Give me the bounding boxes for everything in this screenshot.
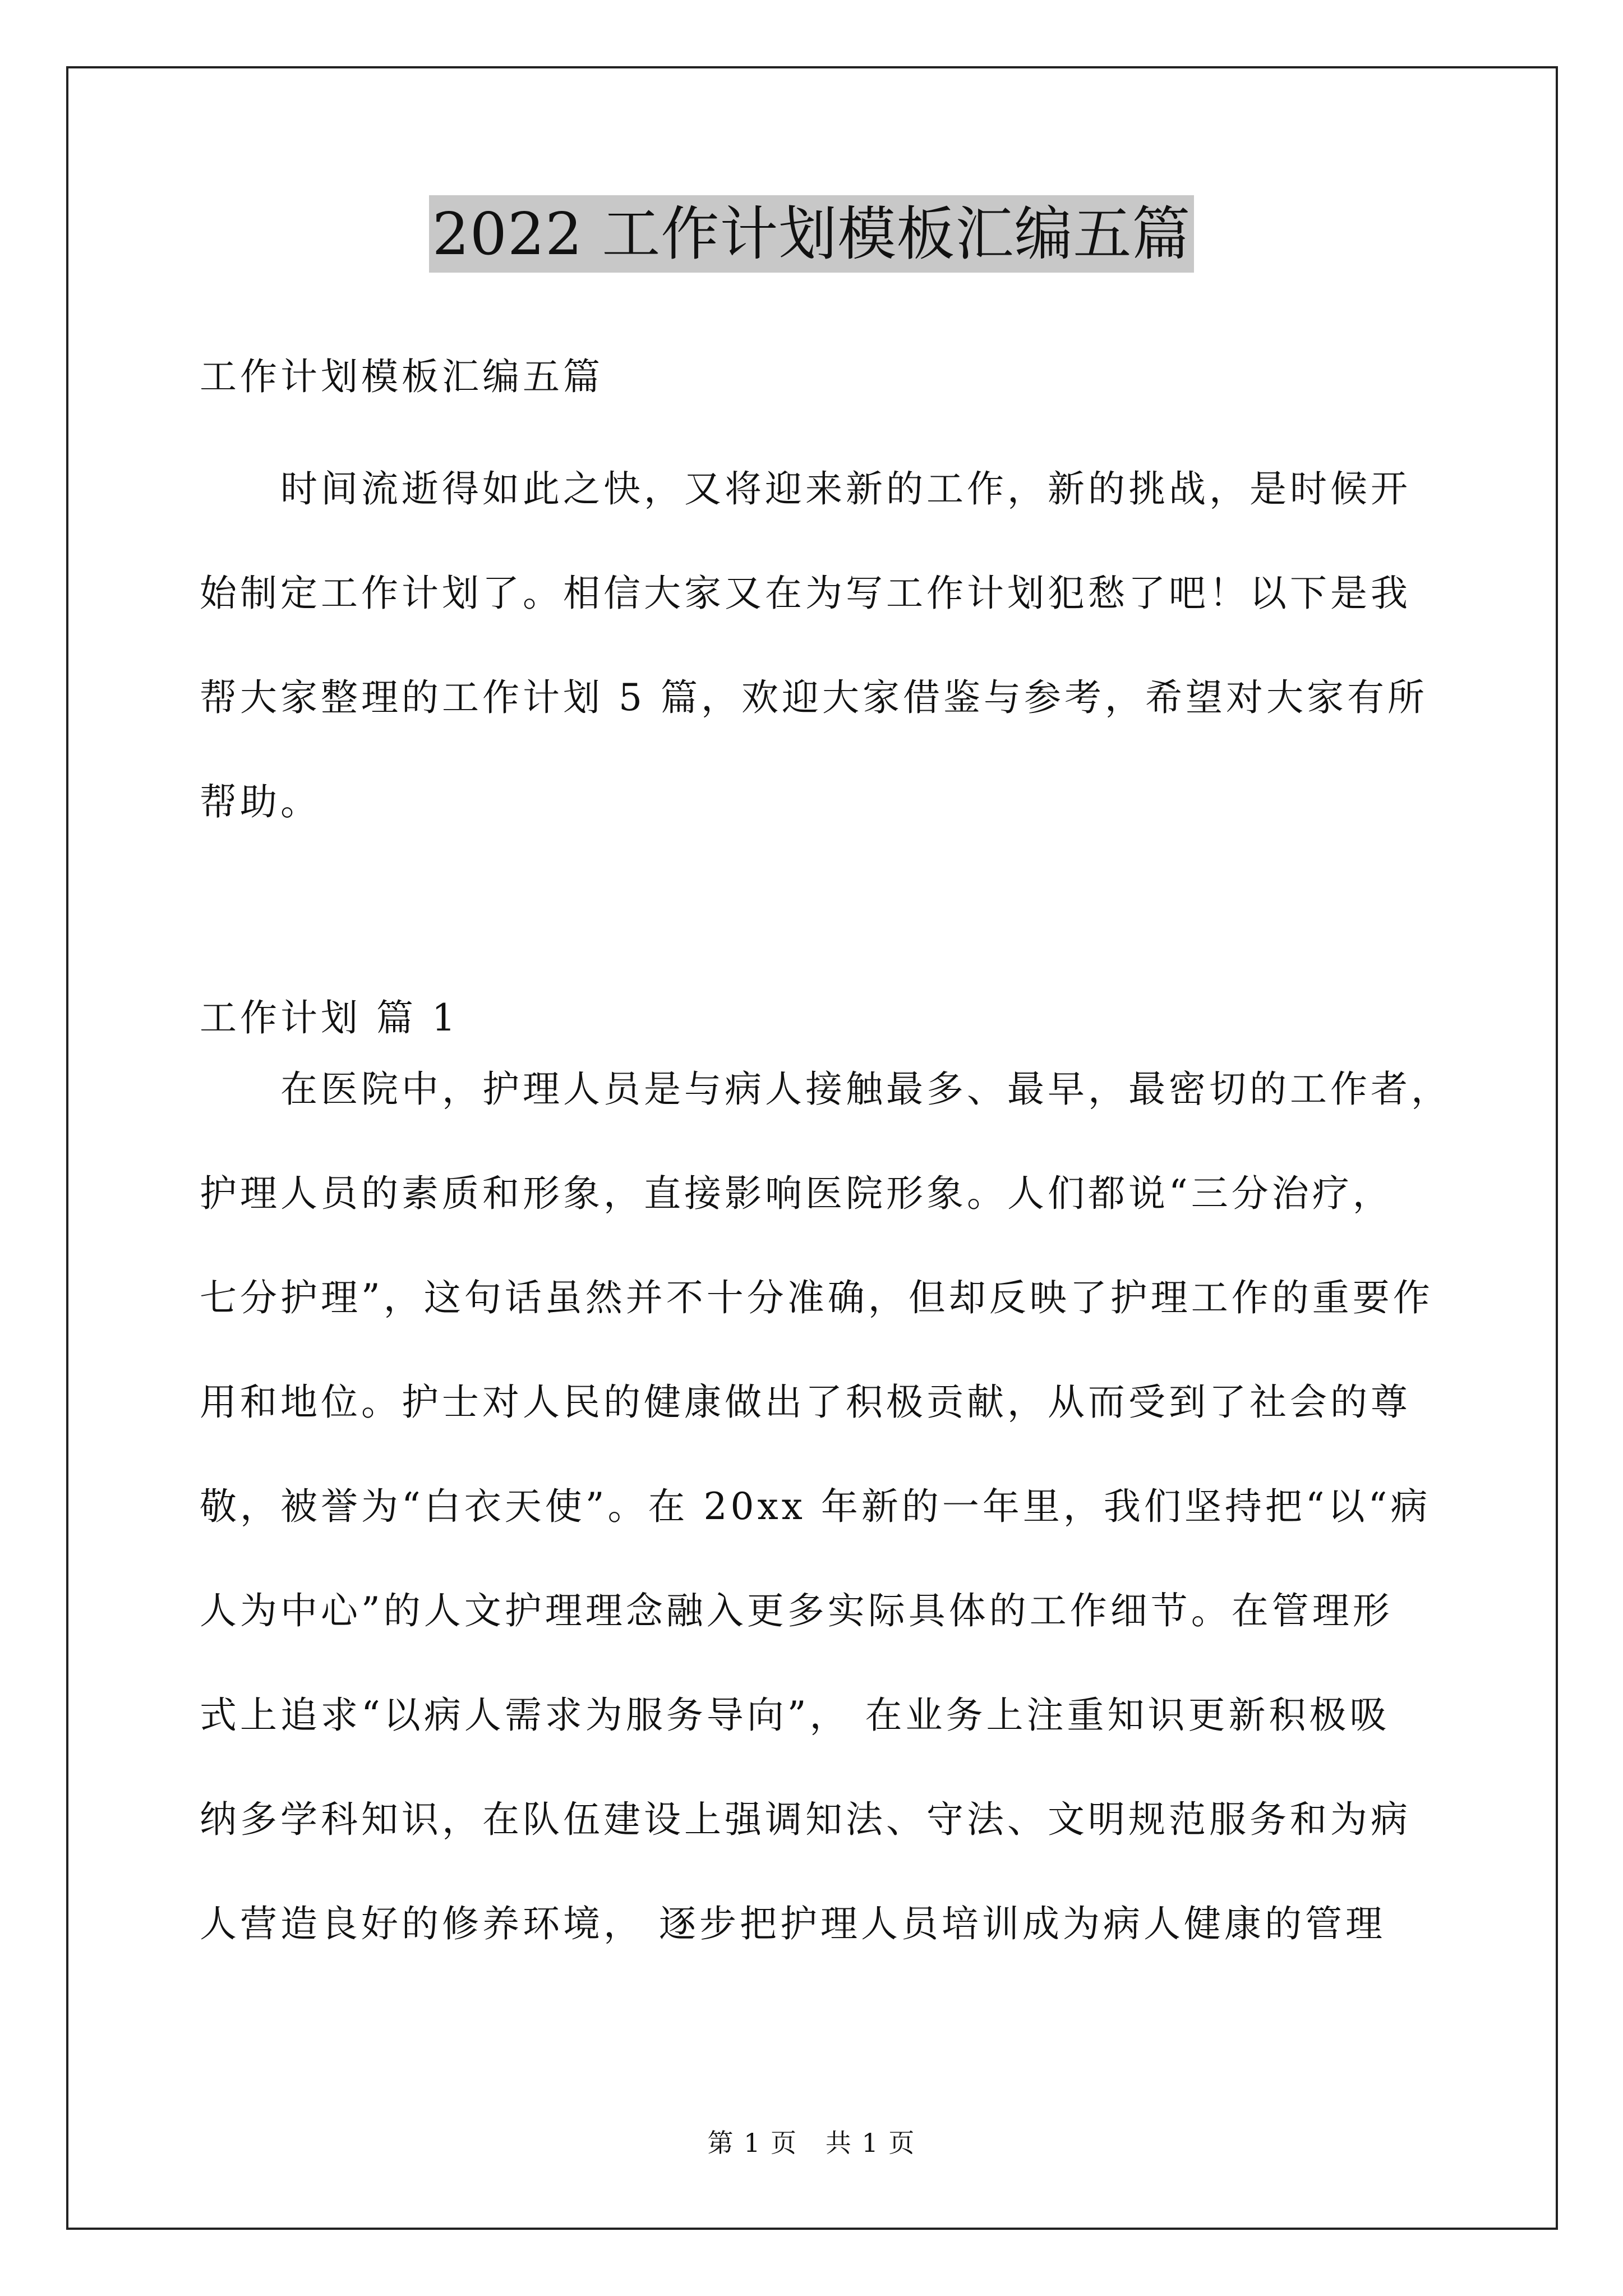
body-line: 式上追求“以病人需求为服务导向”， 在业务上注重知识更新积极吸: [200, 1694, 1390, 1737]
body-line: 敬，被誉为“白衣天使”。在 20xx 年新的一年里，我们坚持把“以“病: [200, 1485, 1431, 1528]
section-1-paragraph: [200, 1061, 1451, 2000]
body-line: 在医院中，护理人员是与病人接触最多、最早，最密切的工作者，: [200, 1068, 1451, 1111]
section-heading: 工作计划 篇 1: [200, 996, 459, 1039]
intro-line: 始制定工作计划了。相信大家又在为写工作计划犯愁了吧！以下是我: [200, 572, 1411, 615]
body-line: 纳多学科知识，在队伍建设上强调知法、守法、文明规范服务和为病: [200, 1798, 1411, 1841]
body-line: 七分护理”，这句话虽然并不十分准确，但却反映了护理工作的重要作: [200, 1276, 1433, 1319]
intro-paragraph: [200, 461, 1433, 878]
intro-line: 时间流逝得如此之快，又将迎来新的工作，新的挑战，是时候开: [200, 467, 1411, 510]
body-line: 人为中心”的人文护理理念融入更多实际具体的工作细节。在管理形: [200, 1589, 1393, 1632]
document-subtitle: 工作计划模板汇编五篇: [200, 355, 603, 398]
page-footer: 第 1 页 共 1 页: [707, 2128, 916, 2158]
body-line: 护理人员的素质和形象，直接影响医院形象。人们都说“三分治疗，: [200, 1172, 1393, 1215]
body-line: 用和地位。护士对人民的健康做出了积极贡献，从而受到了社会的尊: [200, 1381, 1411, 1424]
body-line: 人营造良好的修养环境， 逐步把护理人员培训成为病人健康的管理: [200, 1902, 1386, 1945]
document-title: 2022 工作计划模板汇编五篇: [429, 195, 1195, 273]
intro-line: 帮助。: [200, 780, 321, 823]
intro-line: 帮大家整理的工作计划 5 篇，欢迎大家借鉴与参考，希望对大家有所: [200, 676, 1428, 719]
title-container: [0, 195, 1623, 273]
